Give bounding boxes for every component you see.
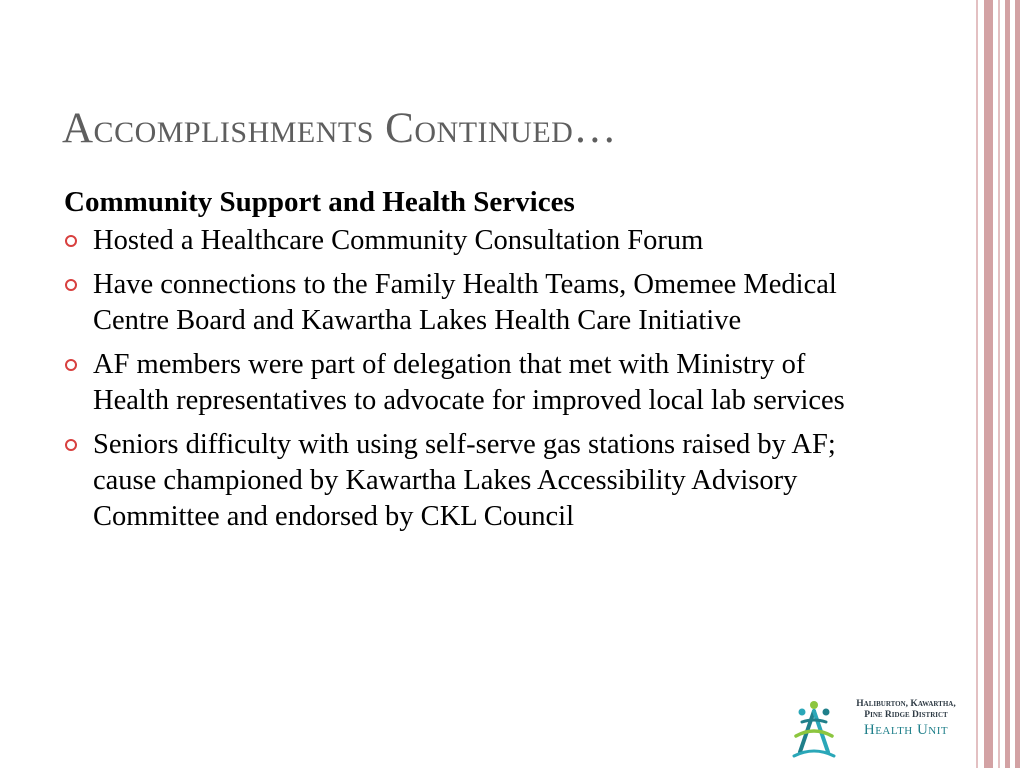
list-item	[64, 347, 864, 419]
stripe	[984, 0, 993, 768]
list-item	[64, 267, 864, 339]
bullet-circle-icon	[65, 279, 77, 291]
list-item	[64, 223, 864, 259]
health-unit-logo	[788, 696, 970, 762]
slide-title: Accomplishments Continued…	[62, 105, 617, 152]
stripe	[1005, 0, 1010, 768]
logo-text	[841, 699, 971, 739]
bullet-circle-icon	[65, 439, 77, 451]
list-item-text: Hosted a Healthcare Community Consultation Forum	[93, 225, 704, 256]
logo-line-1: Haliburton, Kawartha,	[856, 699, 956, 709]
list-item-text: Have connections to the Family Health Teams, Omemee Medical Centre Board and Kawartha Lakes Health Care Initiative	[93, 269, 837, 336]
stripe	[998, 0, 1000, 768]
decorative-stripes	[974, 0, 1024, 768]
bullet-list	[64, 223, 864, 535]
list-item-text: AF members were part of delegation that met with Ministry of Health representatives to advocate for improved local lab services	[93, 349, 845, 416]
list-item	[64, 427, 864, 535]
stripe	[1015, 0, 1020, 768]
slide-content	[64, 183, 864, 543]
section-heading: Community Support and Health Services	[64, 186, 575, 218]
health-unit-emblem-icon	[788, 696, 840, 762]
bullet-circle-icon	[65, 359, 77, 371]
stripe	[976, 0, 978, 768]
logo-line-3: Health Unit	[863, 722, 949, 738]
bullet-circle-icon	[65, 235, 77, 247]
logo-line-2: Pine Ridge District	[864, 710, 948, 720]
list-item-text: Seniors difficulty with using self-serve gas stations raised by AF; cause championed by Kawartha Lakes Accessibility Advisory Committee and endorsed by CKL Council	[93, 429, 836, 532]
